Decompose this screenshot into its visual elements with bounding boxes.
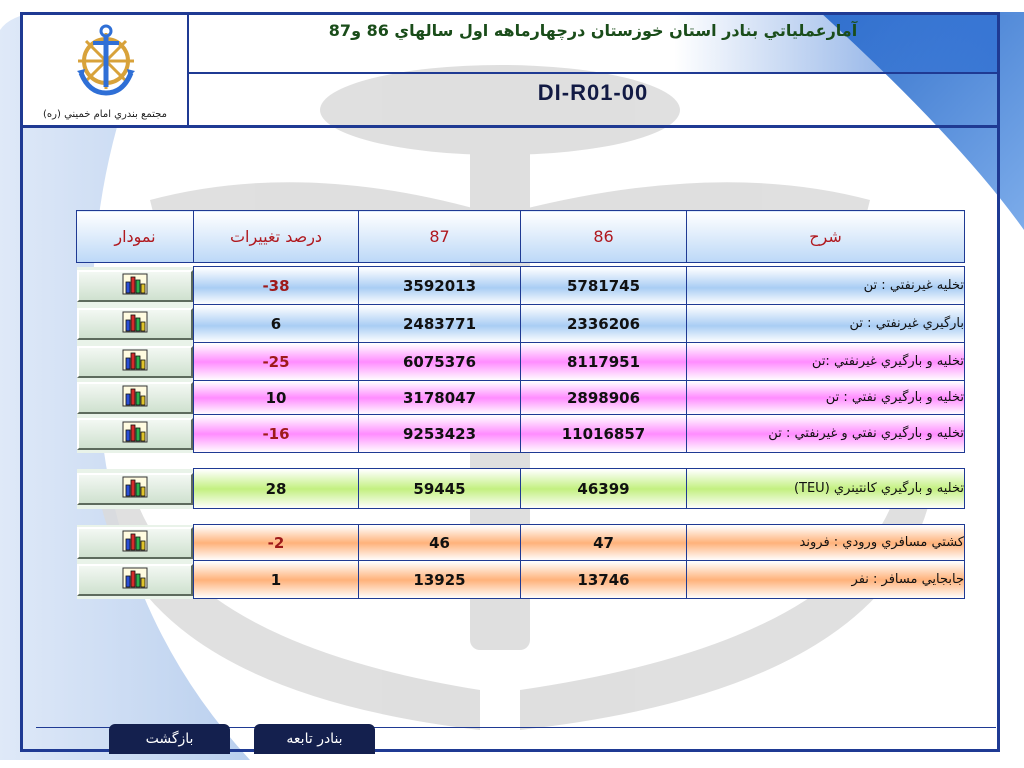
anchor-helm-logo-icon	[67, 21, 145, 99]
value-86-cell: 47	[521, 525, 687, 561]
table-row	[77, 305, 965, 343]
change-cell: -16	[194, 415, 359, 453]
title-row	[189, 15, 997, 74]
logo-area	[23, 15, 189, 125]
description-cell: تخليه و بارگيري غيرنفتي :تن	[687, 343, 965, 381]
document-code: DI-R01-00	[537, 80, 649, 105]
logo-caption: مجتمع بندري امام خميني (ره)	[43, 109, 167, 120]
chart-button[interactable]	[77, 308, 193, 340]
table-row	[77, 415, 965, 453]
header-titles	[189, 15, 997, 125]
description-cell: تخليه و بارگيري كانتينري (TEU)	[687, 469, 965, 509]
value-87-cell: 9253423	[359, 415, 521, 453]
table-row	[77, 267, 965, 305]
table-spacer	[77, 509, 965, 525]
description-cell: تخليه و بارگيري نفتي و غيرنفتي : تن	[687, 415, 965, 453]
value-87-cell: 3178047	[359, 381, 521, 415]
table-row	[77, 343, 965, 381]
table-row	[77, 525, 965, 561]
chart-button[interactable]	[77, 346, 193, 378]
bar-chart-icon	[122, 530, 148, 556]
change-cell: 6	[194, 305, 359, 343]
description-cell: بارگيري غيرنفتي : تن	[687, 305, 965, 343]
page-header	[20, 12, 1000, 128]
chart-button[interactable]	[77, 418, 193, 450]
change-cell: -25	[194, 343, 359, 381]
table-spacer	[77, 453, 965, 469]
back-button[interactable]: بازگشت	[109, 724, 230, 754]
table-header-row	[77, 211, 965, 263]
value-87-cell: 6075376	[359, 343, 521, 381]
chart-button[interactable]	[77, 270, 193, 302]
value-87-cell: 13925	[359, 561, 521, 599]
value-86-cell: 13746	[521, 561, 687, 599]
description-cell: تخليه و بارگيري نفتي : تن	[687, 381, 965, 415]
column-header-description: شرح	[687, 211, 965, 263]
table-row	[77, 469, 965, 509]
description-cell: جابجايي مسافر : نفر	[687, 561, 965, 599]
value-86-cell: 2336206	[521, 305, 687, 343]
value-86-cell: 8117951	[521, 343, 687, 381]
value-87-cell: 3592013	[359, 267, 521, 305]
column-header-chart: نمودار	[77, 211, 194, 263]
bar-chart-icon	[122, 349, 148, 375]
change-cell: 10	[194, 381, 359, 415]
statistics-table	[76, 210, 965, 599]
table-row	[77, 381, 965, 415]
description-cell: تخليه غيرنفتي : تن	[687, 267, 965, 305]
chart-button[interactable]	[77, 473, 193, 505]
code-row	[189, 74, 997, 125]
chart-button[interactable]	[77, 382, 193, 414]
change-cell: -38	[194, 267, 359, 305]
page-title: آمارعملياتي بنادر استان خوزستان درچهارماهه اول سالهاي 86 و87	[328, 21, 858, 40]
bar-chart-icon	[122, 273, 148, 299]
value-87-cell: 2483771	[359, 305, 521, 343]
subsidiary-ports-button[interactable]: بنادر تابعه	[254, 724, 375, 754]
change-cell: -2	[194, 525, 359, 561]
column-header-87: 87	[359, 211, 521, 263]
bar-chart-icon	[122, 421, 148, 447]
chart-button[interactable]	[77, 564, 193, 596]
change-cell: 1	[194, 561, 359, 599]
column-header-change: درصد تغييرات	[194, 211, 359, 263]
value-86-cell: 46399	[521, 469, 687, 509]
value-86-cell: 2898906	[521, 381, 687, 415]
value-86-cell: 5781745	[521, 267, 687, 305]
chart-button[interactable]	[77, 527, 193, 559]
change-cell: 28	[194, 469, 359, 509]
description-cell: كشتي مسافري ورودي : فروند	[687, 525, 965, 561]
value-87-cell: 59445	[359, 469, 521, 509]
bar-chart-icon	[122, 311, 148, 337]
value-86-cell: 11016857	[521, 415, 687, 453]
column-header-86: 86	[521, 211, 687, 263]
value-87-cell: 46	[359, 525, 521, 561]
bar-chart-icon	[122, 476, 148, 502]
table-row	[77, 561, 965, 599]
bar-chart-icon	[122, 385, 148, 411]
bar-chart-icon	[122, 567, 148, 593]
